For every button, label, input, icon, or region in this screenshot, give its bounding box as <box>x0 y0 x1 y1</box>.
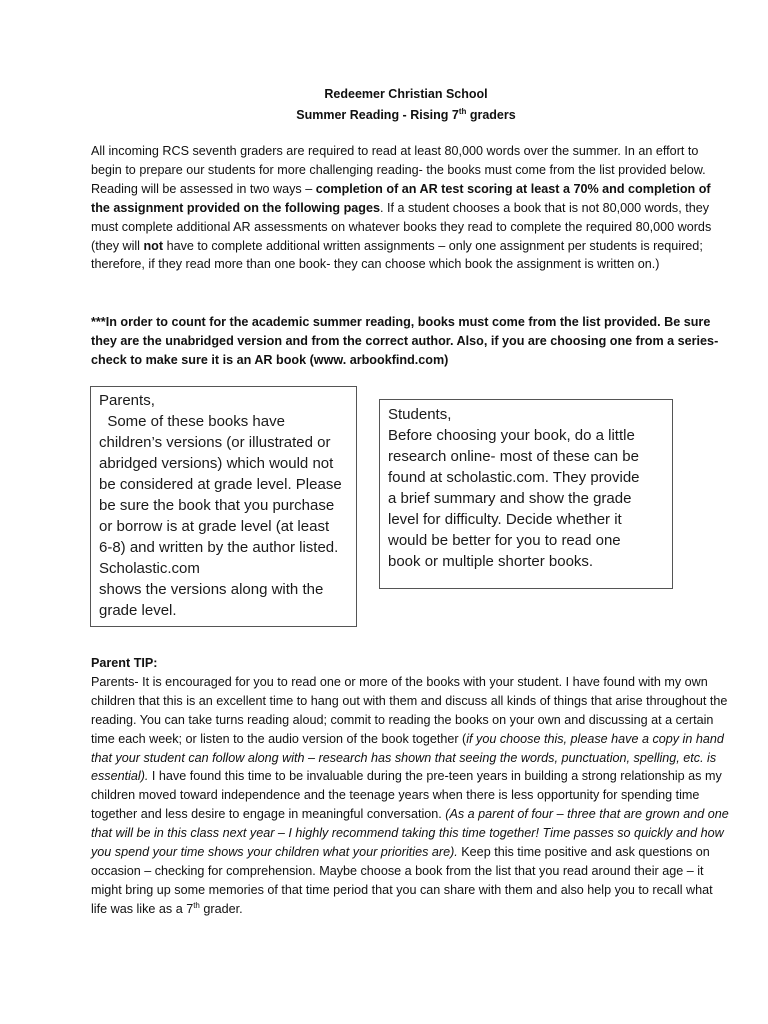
title-text: Summer Reading - Rising 7 <box>296 108 459 122</box>
parents-line: or borrow is at grade level (at least <box>99 518 330 535</box>
parents-line: shows the versions along with the <box>99 581 324 598</box>
students-line: a brief summary and show the grade <box>388 490 632 507</box>
parents-line: children’s versions (or illustrated or <box>99 434 331 451</box>
document-header <box>0 84 768 126</box>
intro-text-3: have to complete additional written assignments – only one assignment per students is required; therefore, if they read more than one book- they can choose which book the assignment is written on.) <box>91 238 703 272</box>
title-suffix: graders <box>466 108 516 122</box>
students-note-box <box>379 399 673 589</box>
students-line: Before choosing your book, do a little <box>388 427 635 444</box>
parents-line: be considered at grade level. Please <box>99 476 342 493</box>
intro-paragraph <box>91 142 731 274</box>
tip-text-3: Keep this time positive and ask questions on occasion – checking for comprehension. Maybe choose a book from the list that you read around their age – it might bring up some memories of that time period that you can share with them and also help you to recall what life was like as a 7 <box>91 845 713 916</box>
parents-line: abridged versions) which would not <box>99 455 334 472</box>
students-line: found at scholastic.com. They provide <box>388 469 640 486</box>
students-line: research online- most of these can be <box>388 448 639 465</box>
tip-text-1: Parents- It is encouraged for you to read one or more of the books with your student. I have found with my own children that this is an excellent time to hang out with them and discuss all kinds of things that arise throughout the reading. You can take turns reading aloud; commit to reading the books on your own and discussing at a certain time each week; or listen to the audio version of the book together ( <box>91 674 728 746</box>
intro-text-1: All incoming RCS seventh graders are required to read at least 80,000 words over the summer. In an effort to begin to prepare our students for more challenging reading- the books must come from the list provided below. Reading will be assessed in two ways – <box>91 144 706 196</box>
students-line: book or multiple shorter books. <box>388 553 594 570</box>
document-title <box>0 105 768 126</box>
parents-line: Some of these books have <box>99 413 285 430</box>
parents-line: be sure the book that you purchase <box>99 497 335 514</box>
tip-text-2: I have found this time to be invaluable during the pre-teen years in building a strong relationship as my children moved toward independence and the teenage years when there is less opportunity for spending time together and less desire to engage in meaningful conversation. <box>91 769 722 822</box>
intro-text-2: . If a student chooses a book that is not 80,000 words, they must complete additional AR assessments on whatever books they read to complete the required 80,000 words (they will <box>91 200 712 253</box>
parents-line: Parents, <box>99 392 155 409</box>
tip-superscript: th <box>193 900 200 910</box>
parents-note-box <box>90 386 357 627</box>
school-name: Redeemer Christian School <box>324 87 488 101</box>
title-superscript: th <box>458 106 467 116</box>
parents-line: 6-8) and written by the author listed. <box>99 539 339 556</box>
students-line: Students, <box>388 406 452 423</box>
parents-line: Scholastic.com <box>99 560 200 577</box>
students-line: level for difficulty. Decide whether it <box>388 511 622 528</box>
intro-bold-not: not <box>143 238 164 253</box>
parents-line: grade level. <box>99 602 177 619</box>
tip-text-4: grader. <box>199 901 243 916</box>
notice-paragraph: ***In order to count for the academic summer reading, books must come from the list provided. Be sure they are the unabridged version and from the correct author. Also, if you are choosing one from a series- check to make sure it is an AR book (www. arbookfind.com) <box>91 315 719 367</box>
tip-italic-2: (As a parent of four – three that are grown and one that will be in this class next year – I highly recommend taking this time together! Time passes so quickly and how you spend your time shows your children what your priorities are). <box>91 807 729 860</box>
parent-tip-heading: Parent TIP: <box>91 656 158 670</box>
students-line: would be better for you to read one <box>388 532 621 549</box>
parent-tip-section <box>91 654 731 919</box>
intro-bold-requirement: completion of an AR test scoring at least a 70% and completion of the assignment provided on the following pages <box>91 181 711 215</box>
tip-italic-1: if you choose this, please have a copy in hand that your student can follow along with – research has shown that seeing the words, punctuation, spelling, etc. is essential). <box>91 731 724 784</box>
